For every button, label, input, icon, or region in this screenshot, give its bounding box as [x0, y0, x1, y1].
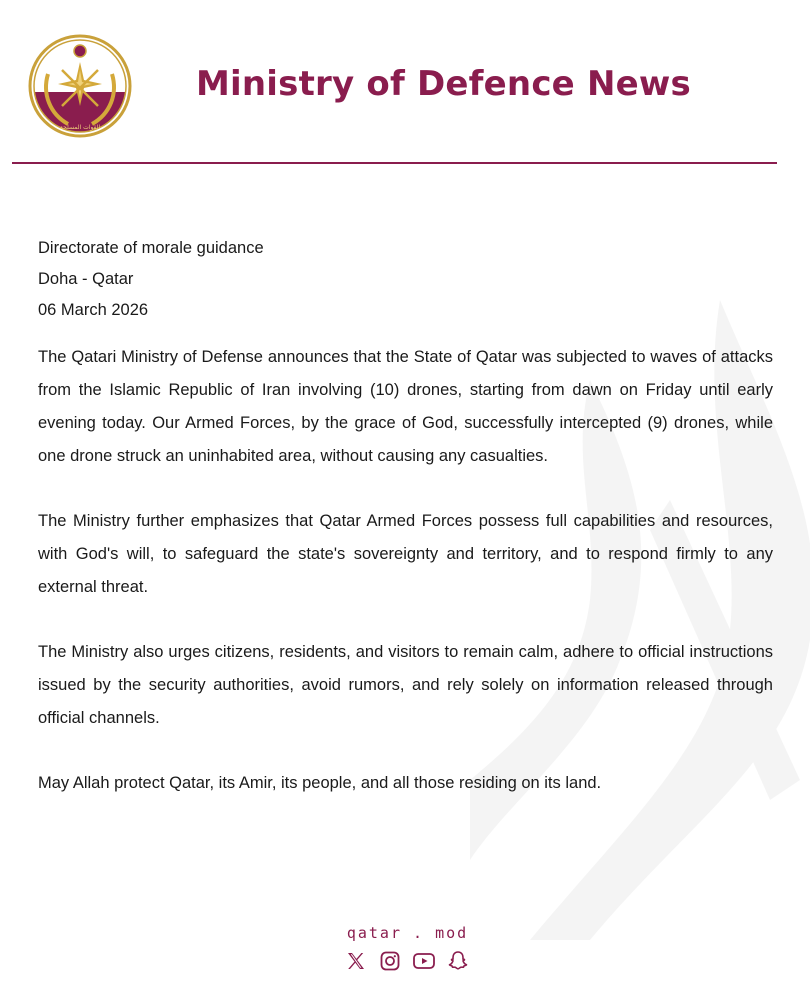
page-title: Ministry of Defence News	[196, 64, 691, 104]
snapchat-icon[interactable]	[446, 949, 470, 973]
x-icon[interactable]	[344, 949, 368, 973]
paragraph: The Ministry further emphasizes that Qatar Armed Forces possess full capabilities and resources, with God's will, to safeguard the state's sovereignty and territory, and to respond firmly to any external threat.	[38, 512, 773, 596]
paragraph: The Ministry also urges citizens, residents, and visitors to remain calm, adhere to official instructions issued by the security authorities, avoid rumors, and rely solely on information released through official channels.	[38, 643, 773, 727]
location: Doha - Qatar	[38, 270, 134, 288]
instagram-icon[interactable]	[378, 949, 402, 973]
release-date: 06 March 2026	[38, 301, 149, 319]
header-divider	[12, 162, 777, 164]
social-handle: qatar . mod	[346, 924, 469, 942]
directorate: Directorate of morale guidance	[38, 239, 264, 257]
release-meta	[38, 233, 264, 326]
release-body	[38, 341, 773, 832]
social-links	[4, 949, 810, 973]
paragraph: May Allah protect Qatar, its Amir, its people, and all those residing on its land.	[38, 774, 602, 792]
youtube-icon[interactable]	[412, 949, 436, 973]
logo-text: القوات المسلحة	[59, 124, 101, 131]
footer	[0, 924, 810, 973]
paragraph: The Qatari Ministry of Defense announces that the State of Qatar was subjected to waves of attacks from the Islamic Republic of Iran involving (10) drones, starting from dawn on Friday until early evening today. Our Armed Forces, by the grace of God, successfully intercepted (9) drones, while one drone struck an uninhabited area, without causing any casualties.	[38, 348, 773, 465]
ministry-emblem-logo	[28, 34, 132, 138]
